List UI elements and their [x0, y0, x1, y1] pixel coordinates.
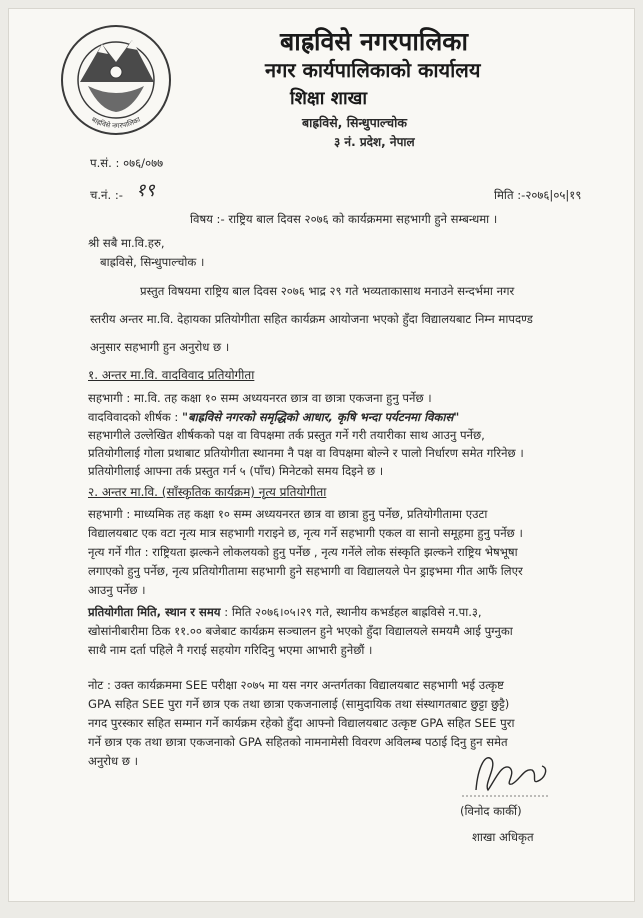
municipality-logo — [58, 20, 174, 138]
handwritten-signature — [458, 746, 558, 802]
debate-topic: "बाह्रविसे नगरको समृद्धिको आधार, कृषि भन्दा पर्यटनमा विकास" — [182, 410, 460, 424]
section-1-line: सहभागीले उल्लेखित शीर्षकको पक्ष वा विपक्षमा तर्क प्रस्तुत गर्ने गरी तयारीका साथ आउनु पर्नेछ, — [88, 428, 485, 442]
intro-line: प्रस्तुत विषयमा राष्ट्रिय बाल दिवस २०७६ भाद्र २९ गते भव्यताकासाथ मनाउने सन्दर्भमा नगर — [140, 284, 515, 298]
note-line: GPA सहित SEE पुरा गर्ने छात्र एक तथा छात्रा एकजनालाई (सामुदायिक तथा संस्थागतबाट छुट्टा छुट्टै) — [88, 697, 510, 711]
note-line: नगद पुरस्कार सहित सम्मान गर्ने कार्यक्रम रहेको हुँदा आफ्नो विद्यालयबाट उत्कृष्ट GPA सहित SEE पुरा — [88, 716, 515, 730]
reference-ps: प.सं. : ०७६/०७७ — [90, 156, 164, 170]
section-1-line: प्रतियोगीलाई आफ्ना तर्क प्रस्तुत गर्न ५ (पाँच) मिनेटको समय दिइने छ । — [88, 464, 384, 478]
section-1-line: प्रतियोगीलाई गोला प्रथाबाट प्रतियोगीता स्थानमा नै पक्ष वा विपक्षमा बोल्ने र पालो निर्धारण समेत गरिनेछ । — [88, 446, 524, 460]
section-2-title: २. अन्तर मा.वि. (साँस्कृतिक कार्यक्रम) नृत्य प्रतियोगीता — [88, 485, 327, 499]
debate-topic-label: वादविवादको शीर्षक : — [88, 410, 183, 424]
signatory-name: (विनोद कार्की) — [460, 804, 522, 818]
section-2-line: आउनु पर्नेछ । — [88, 583, 146, 597]
address-line-2: ३ नं. प्रदेश, नेपाल — [334, 135, 415, 149]
letter-page — [8, 8, 635, 902]
svg-text:बाह्रविसे नगरपालिका: बाह्रविसे नगरपालिका — [90, 115, 142, 131]
section-2-line: नृत्य गर्ने गीत : राष्ट्रियता झल्कने लोकलयको हुनु पर्नेछ , नृत्य गर्नेले लोक संस्कृति झल्कने राष्ट्रिय भेषभूषा — [88, 545, 518, 559]
venue-label: प्रतियोगीता मिति, स्थान र समय — [88, 605, 221, 619]
section-1-line: सहभागी : मा.वि. तह कक्षा १० सम्म अध्ययनरत छात्र वा छात्रा एकजना हुनु पर्नेछ । — [88, 391, 432, 405]
venue-line — [88, 605, 482, 620]
reference-cn-number: १९ — [136, 180, 155, 201]
section-2-line: विद्यालयबाट एक वटा नृत्य मात्र सहभागी गराइने छ, नृत्य गर्ने सहभागी एकल वा सानो समूहमा हुनु पर्नेछ । — [88, 526, 523, 540]
org-name: बाह्रविसे नगरपालिका — [280, 27, 468, 56]
venue-line: खोसांनीबारीमा ठिक ११.०० बजेबाट कार्यक्रम सञ्चालन हुने भएको हुँदा विद्यालयले समयमै आई पुग्नुका — [88, 624, 513, 638]
office-name: नगर कार्यपालिकाको कार्यालय — [265, 58, 481, 82]
reference-date: मिति :-२०७६|०५|१९ — [494, 188, 582, 202]
section-2-line: सहभागी : माध्यमिक तह कक्षा १० सम्म अध्ययनरत छात्र वा छात्रा हुनु पर्नेछ, प्रतियोगीतामा एउटा — [88, 507, 488, 521]
recipient-line-2: बाह्रविसे, सिन्धुपाल्चोक । — [100, 255, 205, 269]
note-line: नोट : उक्त कार्यक्रममा SEE परीक्षा २०७५ मा यस नगर अन्तर्गतका विद्यालयबाट सहभागी भई उत्कृष्ट — [88, 678, 504, 692]
section-name: शिक्षा शाखा — [290, 88, 368, 109]
letter-subject: विषय :- राष्ट्रिय बाल दिवस २०७६ को कार्यक्रममा सहभागी हुने सम्बन्धमा । — [190, 212, 498, 226]
recipient-line-1: श्री सबै मा.वि.हरु, — [88, 236, 165, 250]
section-1-title: १. अन्तर मा.वि. वादविवाद प्रतियोगीता — [88, 368, 255, 382]
signatory-title: शाखा अधिकृत — [472, 830, 534, 844]
reference-cn-label: च.नं. :- — [90, 188, 123, 202]
venue-line: साथै नाम दर्ता पहिले नै गराई सहयोग गरिदिनु भएमा आभारी हुनेछौं । — [88, 643, 373, 657]
section-2-line: लगाएको हुनु पर्नेछ, नृत्य प्रतियोगीतामा सहभागी हुने सहभागी वा विद्यालयले पेन ड्राइभमा गीत आफैं लिएर — [88, 564, 523, 578]
debate-topic-line — [88, 410, 459, 425]
venue-detail: : मिति २०७६।०५।२९ गते, स्थानीय कभर्डहल बाह्रविसे न.पा.३, — [220, 605, 482, 619]
intro-line: अनुसार सहभागी हुन अनुरोध छ । — [90, 340, 230, 354]
address-line-1: बाह्रविसे, सिन्धुपाल्चोक — [302, 115, 407, 130]
note-line: अनुरोध छ । — [88, 754, 139, 768]
intro-line: स्तरीय अन्तर मा.वि. देहायका प्रतियोगीता सहित कार्यक्रम आयोजना भएको हुँदा विद्यालयबाट निम्न मापदण्ड — [90, 312, 533, 326]
note-line: गर्ने छात्र एक तथा छात्रा एकजनाको GPA सहितको नामनामेसी विवरण अविलम्ब पठाई दिनु हुन समेत — [88, 735, 508, 749]
